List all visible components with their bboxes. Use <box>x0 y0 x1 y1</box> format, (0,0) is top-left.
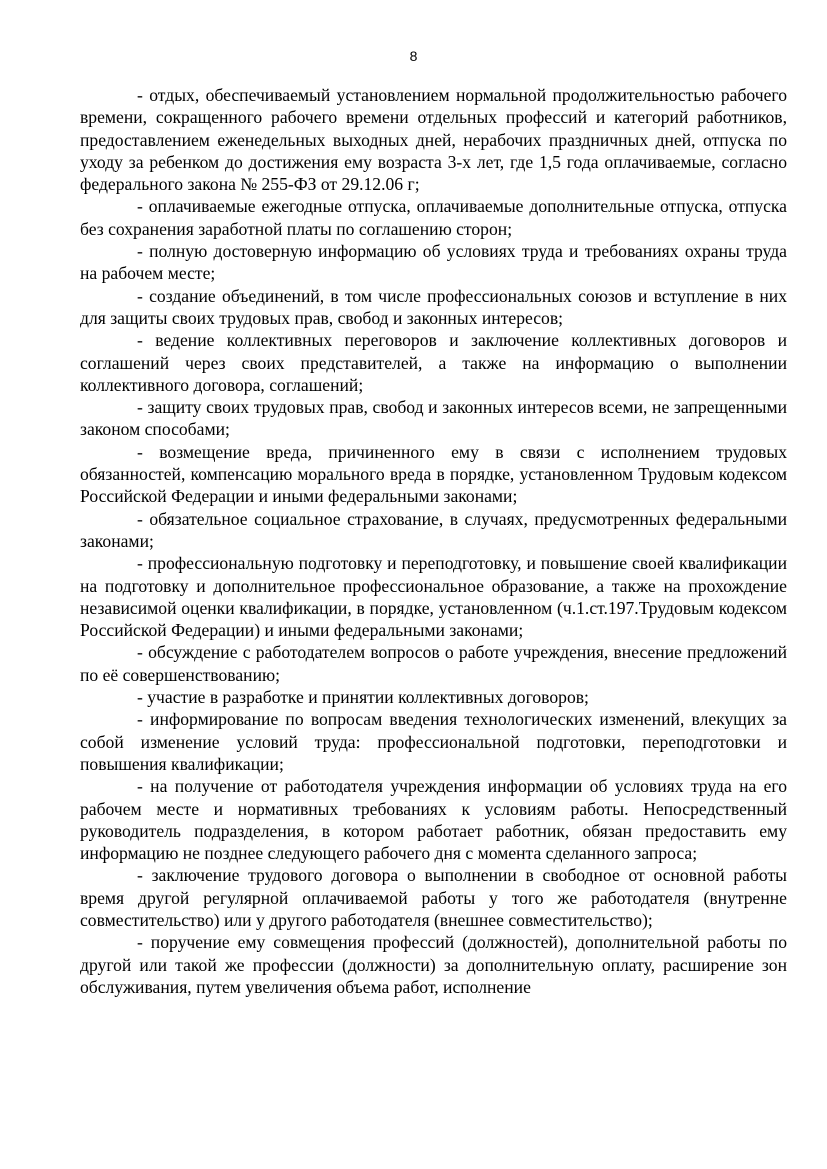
paragraph-participation: - участие в разработке и принятии коллективных договоров; <box>137 687 589 708</box>
paragraph-paid-leave: - оплачиваемые ежегодные отпуска, оплачиваемые дополнительные отпуска, отпуска без сохранения заработной платы по соглашению сторон; <box>80 196 787 239</box>
page-number: 8 <box>409 48 418 64</box>
paragraph-discussion: - обсуждение с работодателем вопросов о работе учреждения, внесение предложений по её совершенствованию; <box>80 642 787 685</box>
paragraph-collective-bargaining: - ведение коллективных переговоров и заключение коллективных договоров и соглашений через своих представителей, а также на информацию о выполнении коллективного договора, соглашений; <box>80 330 787 395</box>
paragraph-professional-training: - профессиональную подготовку и переподготовку, и повышение своей квалификации на подготовку и дополнительное профессиональное образование, а также на прохождение независимой оценки квалификации, в порядке, установленном (ч.1.ст.197.Трудовым кодексом Российской Федерации) и иными федеральными законами; <box>80 553 787 641</box>
document-body <box>80 84 787 998</box>
paragraph-combining-professions: - поручение ему совмещения профессий (должностей), дополнительной работы по другой или такой же профессии (должности) за дополнительную оплату, расширение зон обслуживания, путем увеличения объема работ, исполнение <box>80 932 787 997</box>
paragraph-safety-information: - полную достоверную информацию об условиях труда и требованиях охраны труда на рабочем месте; <box>80 241 787 284</box>
paragraph-damage-compensation: - возмещение вреда, причиненного ему в связи с исполнением трудовых обязанностей, компенсацию морального вреда в порядке, установленном Трудовым кодексом Российской Федерации и иными федеральными законами; <box>80 441 787 507</box>
paragraph-associations: - создание объединений, в том числе профессиональных союзов и вступление в них для защиты своих трудовых прав, свобод и законных интересов; <box>80 285 787 328</box>
paragraph-workplace-information: - на получение от работодателя учреждения информации об условиях труда на его рабочем месте и нормативных требованиях к условиям работы. Непосредственный руководитель подразделения, в котором работает работник, обязан предоставить ему информацию не позднее следующего рабочего дня с момента сделанного запроса; <box>80 776 787 864</box>
paragraph-rest-periods: - отдых, обеспечиваемый установлением нормальной продолжительностью рабочего времени, сокращенного рабочего времени отдельных профессий и категорий работников, предоставлением еженедельных выходных дней, нерабочих праздничных дней, отпуска по уходу за ребенком до достижения ему возраста 3-х лет, где 1,5 года оплачиваемые, согласно федерального закона № 255-ФЗ от 29.12.06 г; <box>80 85 787 195</box>
paragraph-rights-protection: - защиту своих трудовых прав, свобод и законных интересов всеми, не запрещенными законом способами; <box>80 397 787 440</box>
paragraph-part-time-contract: - заключение трудового договора о выполнении в свободное от основной работы время другой регулярной оплачиваемой работы у того же работодателя (внутренне совместительство) или у другого работодателя (внешнее совместительство); <box>80 865 787 930</box>
paragraph-informing: - информирование по вопросам введения технологических изменений, влекущих за собой изменение условий труда: профессиональной подготовки, переподготовки и повышения квалификации; <box>80 709 787 774</box>
paragraph-social-insurance: - обязательное социальное страхование, в случаях, предусмотренных федеральными законами; <box>80 508 787 551</box>
